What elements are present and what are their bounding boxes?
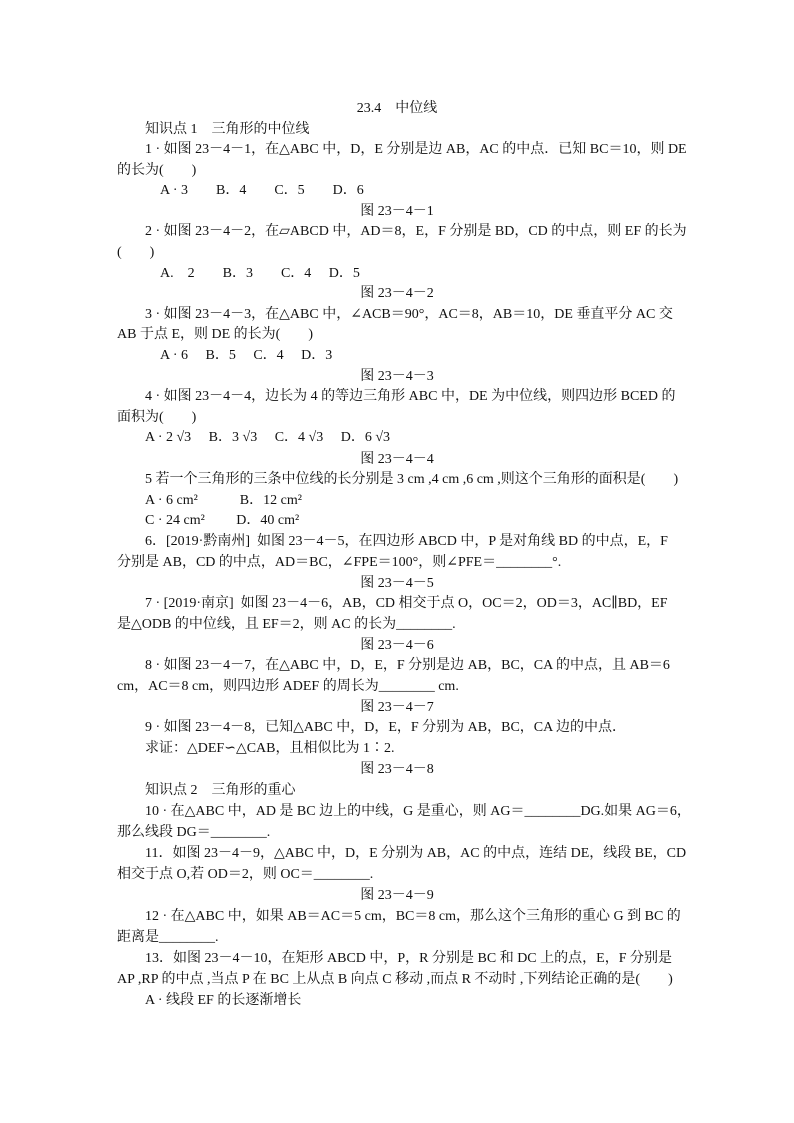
question-1-options: A · 3 B．4 C．5 D．6 xyxy=(160,183,364,198)
question-9-line-2: 求证：△DEF∽△CAB，且相似比为 1∶2. xyxy=(145,741,395,756)
figure-caption-9: 图 23－4－9 xyxy=(360,888,434,903)
question-2-line-1: 2 · 如图 23－4－2，在▱ABCD 中，AD＝8，E，F 分别是 BD，CD 的中点，则 EF 的长为 xyxy=(145,224,687,239)
question-8-line-1: 8 · 如图 23－4－7，在△ABC 中，D，E，F 分别是边 AB，BC，CA 的中点，且 AB＝6 xyxy=(145,658,670,673)
question-6-line-2: 分别是 AB，CD 的中点，AD＝BC，∠FPE＝100°，则∠PFE＝________°. xyxy=(117,555,562,570)
question-11-line-2: 相交于点 O,若 OD＝2，则 OC＝________. xyxy=(117,867,374,882)
question-3-options: A · 6 B．5 C．4 D．3 xyxy=(160,348,333,363)
knowledge-point-1-heading: 知识点 1 三角形的中位线 xyxy=(145,122,310,137)
figure-caption-3: 图 23－4－3 xyxy=(360,369,434,384)
question-13-option-a: A · 线段 EF 的长逐渐增长 xyxy=(145,993,302,1008)
question-7-line-2: 是△ODB 的中位线，且 EF＝2，则 AC 的长为________. xyxy=(117,617,456,632)
question-5-options-row-2: C · 24 cm² D．40 cm² xyxy=(145,513,300,528)
figure-caption-7: 图 23－4－7 xyxy=(360,700,434,715)
question-2-line-2: ( ) xyxy=(117,245,155,260)
question-1-line-1: 1 · 如图 23－4－1，在△ABC 中，D，E 分别是边 AB，AC 的中点．已知 BC＝10，则 DE xyxy=(145,142,687,157)
question-5-line-1: 5 若一个三角形的三条中位线的长分别是 3 cm ,4 cm ,6 cm ,则这个三角形的面积是( ) xyxy=(145,472,679,487)
question-2-options: A. 2 B．3 C．4 D．5 xyxy=(160,266,360,281)
question-10-line-1: 10 · 在△ABC 中，AD 是 BC 边上的中线，G 是重心，则 AG＝________DG.如果 AG＝6， xyxy=(145,804,691,819)
question-4-options: A · 2 √3 B．3 √3 C．4 √3 D．6 √3 xyxy=(145,430,391,445)
question-8-line-2: cm，AC＝8 cm，则四边形 ADEF 的周长为________ cm. xyxy=(117,679,459,694)
question-3-line-1: 3 · 如图 23－4－3，在△ABC 中，∠ACB＝90°，AC＝8，AB＝10，DE 垂直平分 AC 交 xyxy=(145,307,673,322)
knowledge-point-2-heading: 知识点 2 三角形的重心 xyxy=(145,783,296,798)
figure-caption-4: 图 23－4－4 xyxy=(360,452,434,467)
section-title: 23.4 中位线 xyxy=(356,101,438,116)
figure-caption-2: 图 23－4－2 xyxy=(360,286,434,301)
question-4-line-1: 4 · 如图 23－4－4，边长为 4 的等边三角形 ABC 中，DE 为中位线，则四边形 BCED 的 xyxy=(145,389,676,404)
question-13-line-1: 13．如图 23－4－10，在矩形 ABCD 中，P，R 分别是 BC 和 DC 上的点，E，F 分别是 xyxy=(145,951,672,966)
question-12-line-1: 12 · 在△ABC 中，如果 AB＝AC＝5 cm，BC＝8 cm，那么这个三角形的重心 G 到 BC 的 xyxy=(145,909,681,924)
question-9-line-1: 9 · 如图 23－4－8，已知△ABC 中，D，E，F 分别为 AB，BC，CA 边的中点． xyxy=(145,720,626,735)
question-4-line-2: 面积为( ) xyxy=(117,410,197,425)
question-1-line-2: 的长为( ) xyxy=(117,163,197,178)
question-13-line-2: AP ,RP 的中点 ,当点 P 在 BC 上从点 B 向点 C 移动 ,而点 R 不动时 ,下列结论正确的是( ) xyxy=(117,972,673,987)
question-11-line-1: 11．如图 23－4－9，△ABC 中，D，E 分别为 AB，AC 的中点，连结 DE，线段 BE，CD xyxy=(145,846,687,861)
figure-caption-8: 图 23－4－8 xyxy=(360,762,434,777)
question-12-line-2: 距离是________. xyxy=(117,930,219,945)
figure-caption-5: 图 23－4－5 xyxy=(360,576,434,591)
question-3-line-2: AB 于点 E，则 DE 的长为( ) xyxy=(117,327,313,342)
question-5-options-row-1: A · 6 cm² B．12 cm² xyxy=(145,493,302,508)
question-10-line-2: 那么线段 DG＝________. xyxy=(117,825,271,840)
figure-caption-6: 图 23－4－6 xyxy=(360,638,434,653)
question-6-line-1: 6．[2019·黔南州] 如图 23－4－5，在四边形 ABCD 中，P 是对角线 BD 的中点，E，F xyxy=(145,534,668,549)
figure-caption-1: 图 23－4－1 xyxy=(360,204,434,219)
question-7-line-1: 7 · [2019·南京] 如图 23－4－6，AB，CD 相交于点 O，OC＝2，OD＝3，AC∥BD，EF xyxy=(145,596,668,611)
